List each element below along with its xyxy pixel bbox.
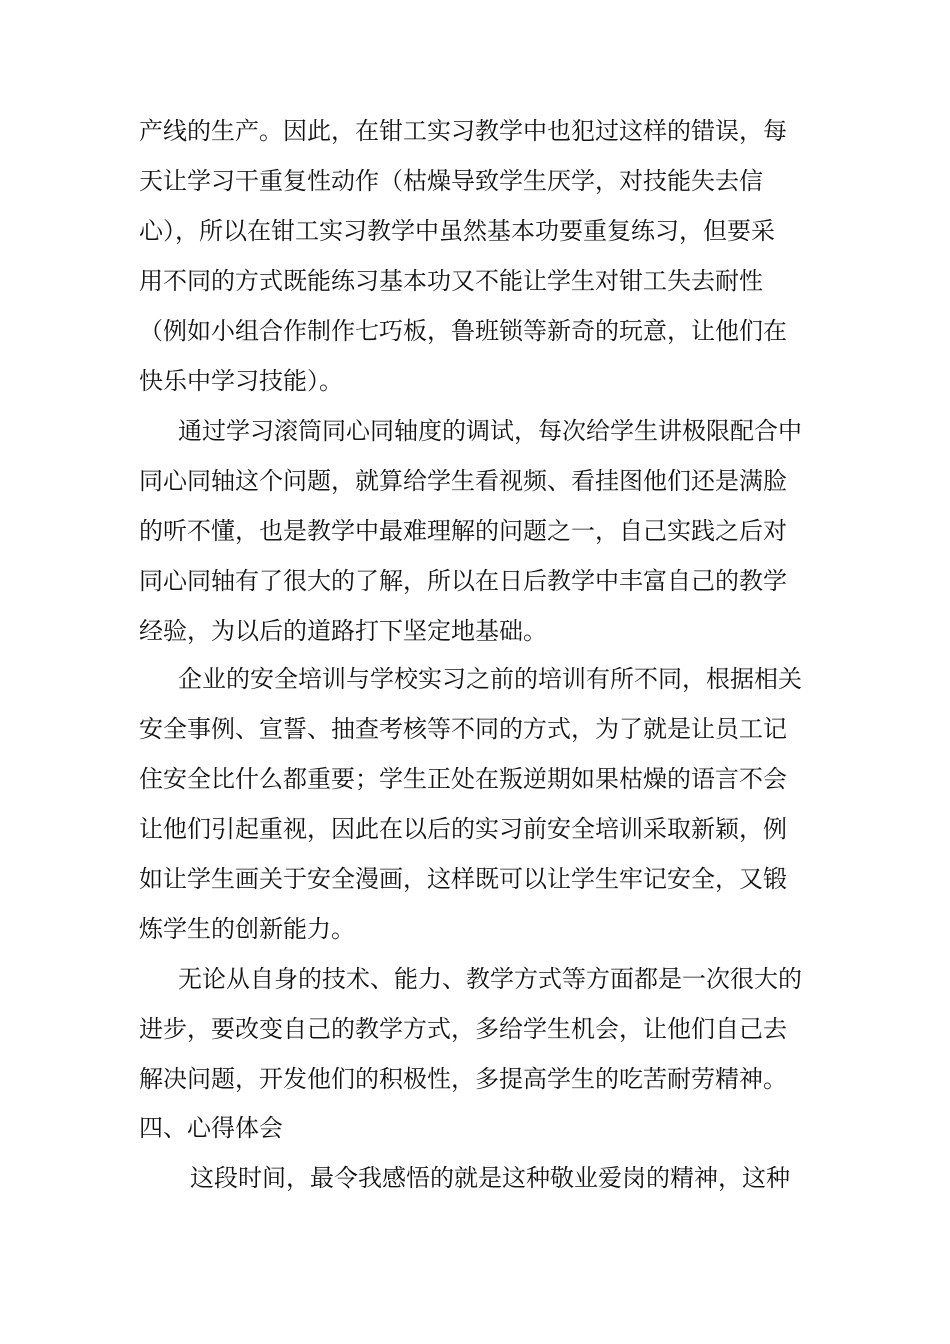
text-line: （例如小组合作制作七巧板，鲁班锁等新奇的玩意，让他们在 [139,317,787,345]
text-line: 无论从自身的技术、能力、教学方式等方面都是一次很大的 [178,965,802,993]
text-line: 用不同的方式既能练习基本功又不能让学生对钳工失去耐性 [139,267,763,295]
text-line: 安全事例、宣誓、抽查考核等不同的方式，为了就是让员工记 [139,715,787,743]
text-line: 通过学习滚筒同心同轴度的调试，每次给学生讲极限配合中 [178,417,802,445]
text-line: 快乐中学习技能）。 [139,367,343,395]
text-line: 如让学生画关于安全漫画，这样既可以让学生牢记安全，又锻 [139,865,787,893]
text-line: 同心同轴这个问题，就算给学生看视频、看挂图他们还是满脸 [139,467,787,495]
text-line: 天让学习干重复性动作（枯燥导致学生厌学，对技能失去信 [139,167,763,195]
text-line: 让他们引起重视，因此在以后的实习前安全培训采取新颖，例 [139,815,787,843]
text-line: 进步，要改变自己的教学方式，多给学生机会，让他们自己去 [139,1015,787,1043]
text-line: 住安全比什么都重要；学生正处在叛逆期如果枯燥的语言不会 [139,765,787,793]
text-line: 产线的生产。因此，在钳工实习教学中也犯过这样的错误，每 [139,117,787,145]
text-line: 解决问题，开发他们的积极性，多提高学生的吃苦耐劳精神。 [139,1065,787,1093]
text-line: 炼学生的创新能力。 [139,915,355,943]
text-line: 心），所以在钳工实习教学中虽然基本功要重复练习，但要采 [139,217,775,245]
text-line: 的听不懂，也是教学中最难理解的问题之一，自己实践之后对 [139,517,787,545]
section-heading: 四、心得体会 [139,1114,283,1142]
text-line: 这段时间，最令我感悟的就是这种敬业爱岗的精神，这种 [190,1164,790,1192]
text-line: 同心同轴有了很大的了解，所以在日后教学中丰富自己的教学 [139,567,787,595]
text-line: 经验，为以后的道路打下坚定地基础。 [139,617,547,645]
text-line: 企业的安全培训与学校实习之前的培训有所不同，根据相关 [178,665,802,693]
